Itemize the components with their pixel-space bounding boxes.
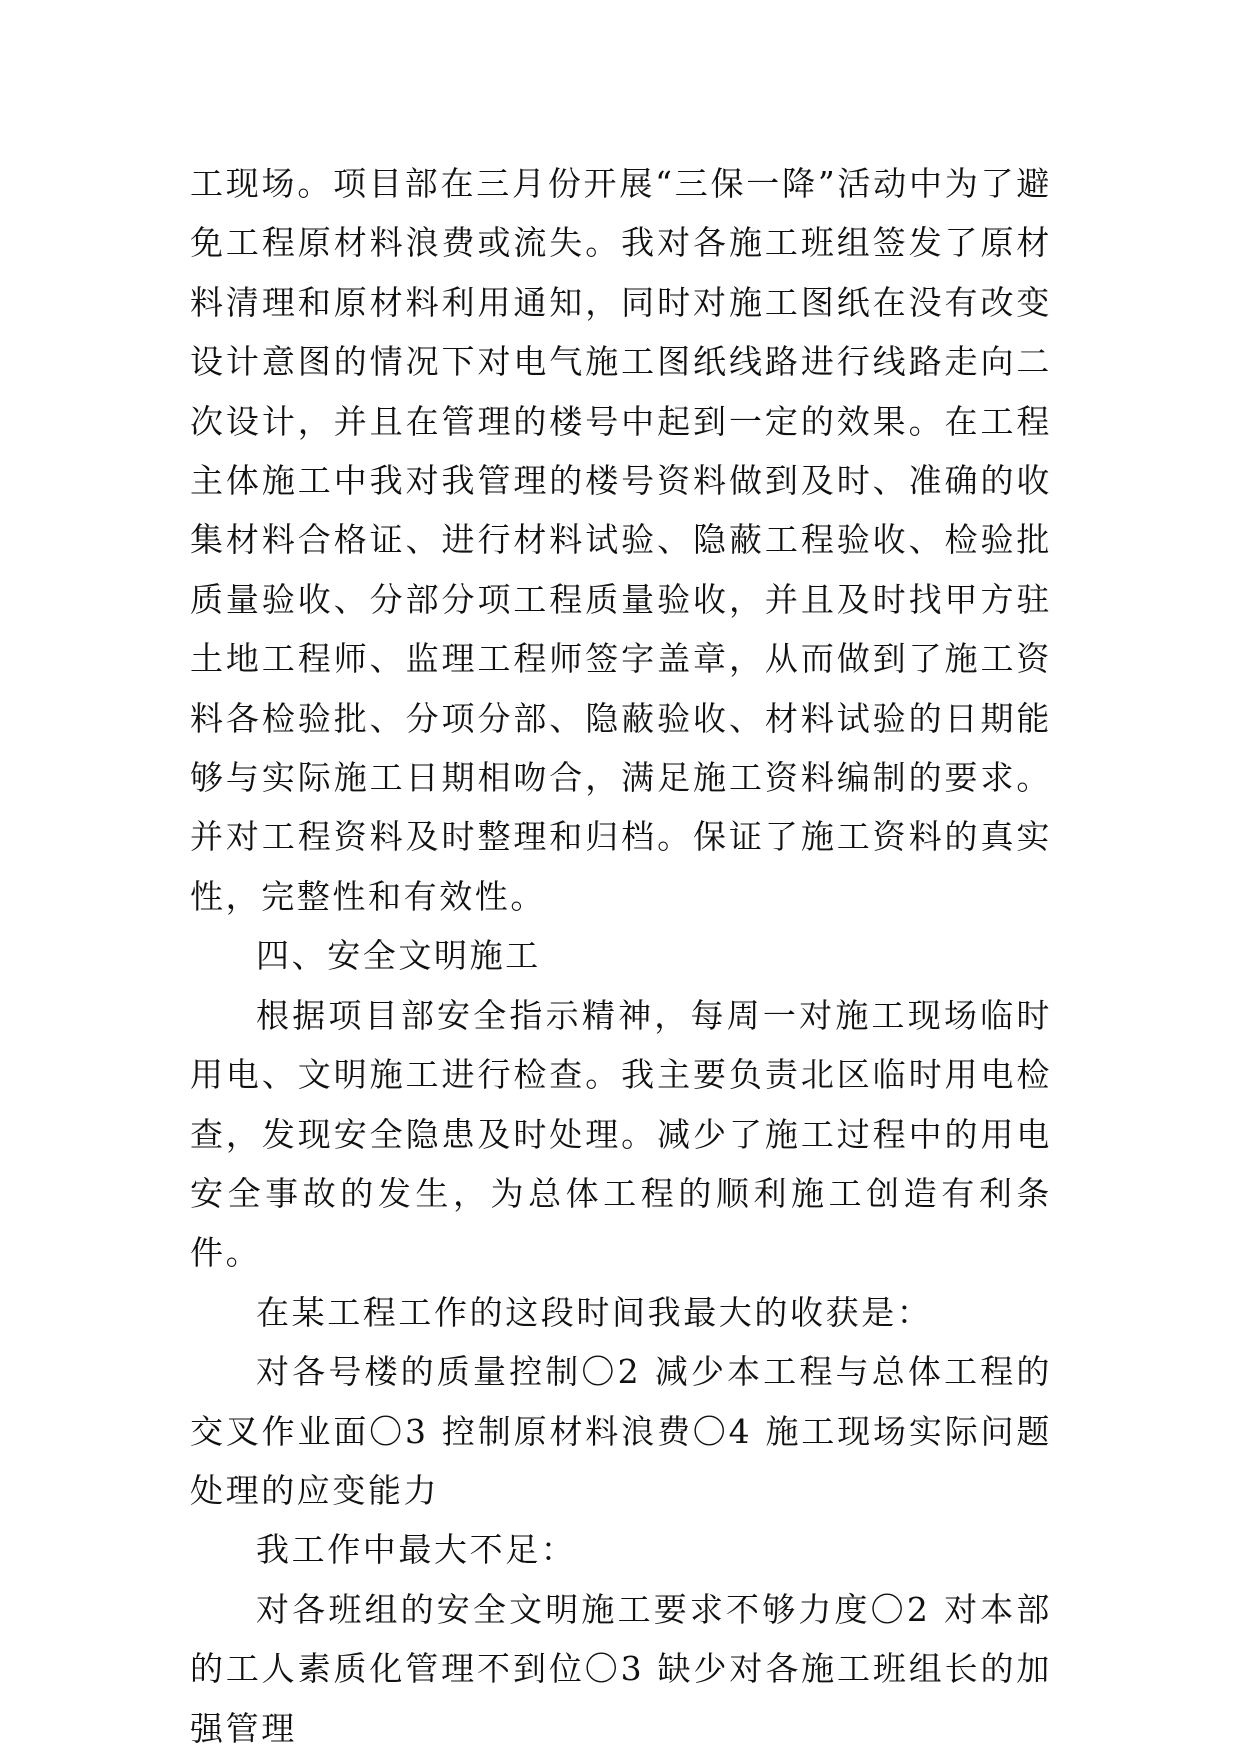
paragraph-shortcomings-intro: 我工作中最大不足： <box>256 1530 577 1570</box>
document-body <box>190 154 1052 1758</box>
paragraph-shortcomings-list: 对各班组的安全文明施工要求不够力度〇2 对本部的工人素质化管理不到位〇3 缺少对各施工班组长的加强管理 <box>190 1589 1052 1748</box>
paragraph-materials-and-records: 工现场。项目部在三月份开展“三保一降”活动中为了避免工程原材料浪费或流失。我对各施工班组签发了原材料清理和原材料利用通知，同时对施工图纸在没有改变设计意图的情况下对电气施工图纸线路进行线路走向二次设计，并且在管理的楼号中起到一定的效果。在工程主体施工中我对我管理的楼号资料做到及时、准确的收集材料合格证、进行材料试验、隐蔽工程验收、检验批质量验收、分部分项工程质量验收，并且及时找甲方驻土地工程师、监理工程师签字盖章，从而做到了施工资料各检验批、分项分部、隐蔽验收、材料试验的日期能够与实际施工日期相吻合，满足施工资料编制的要求。并对工程资料及时整理和归档。保证了施工资料的真实性，完整性和有效性。 <box>190 164 1052 916</box>
paragraph-gains-list: 对各号楼的质量控制〇2 减少本工程与总体工程的交叉作业面〇3 控制原材料浪费〇4 施工现场实际问题处理的应变能力 <box>190 1352 1052 1510</box>
paragraph-gains-intro: 在某工程工作的这段时间我最大的收获是： <box>256 1292 933 1332</box>
section-heading-safety: 四、安全文明施工 <box>256 936 541 976</box>
paragraph-safety-inspection: 根据项目部安全指示精神，每周一对施工现场临时用电、文明施工进行检查。我主要负责北区临时用电检查，发现安全隐患及时处理。减少了施工过程中的用电安全事故的发生，为总体工程的顺利施工创造有利条件。 <box>190 995 1052 1273</box>
